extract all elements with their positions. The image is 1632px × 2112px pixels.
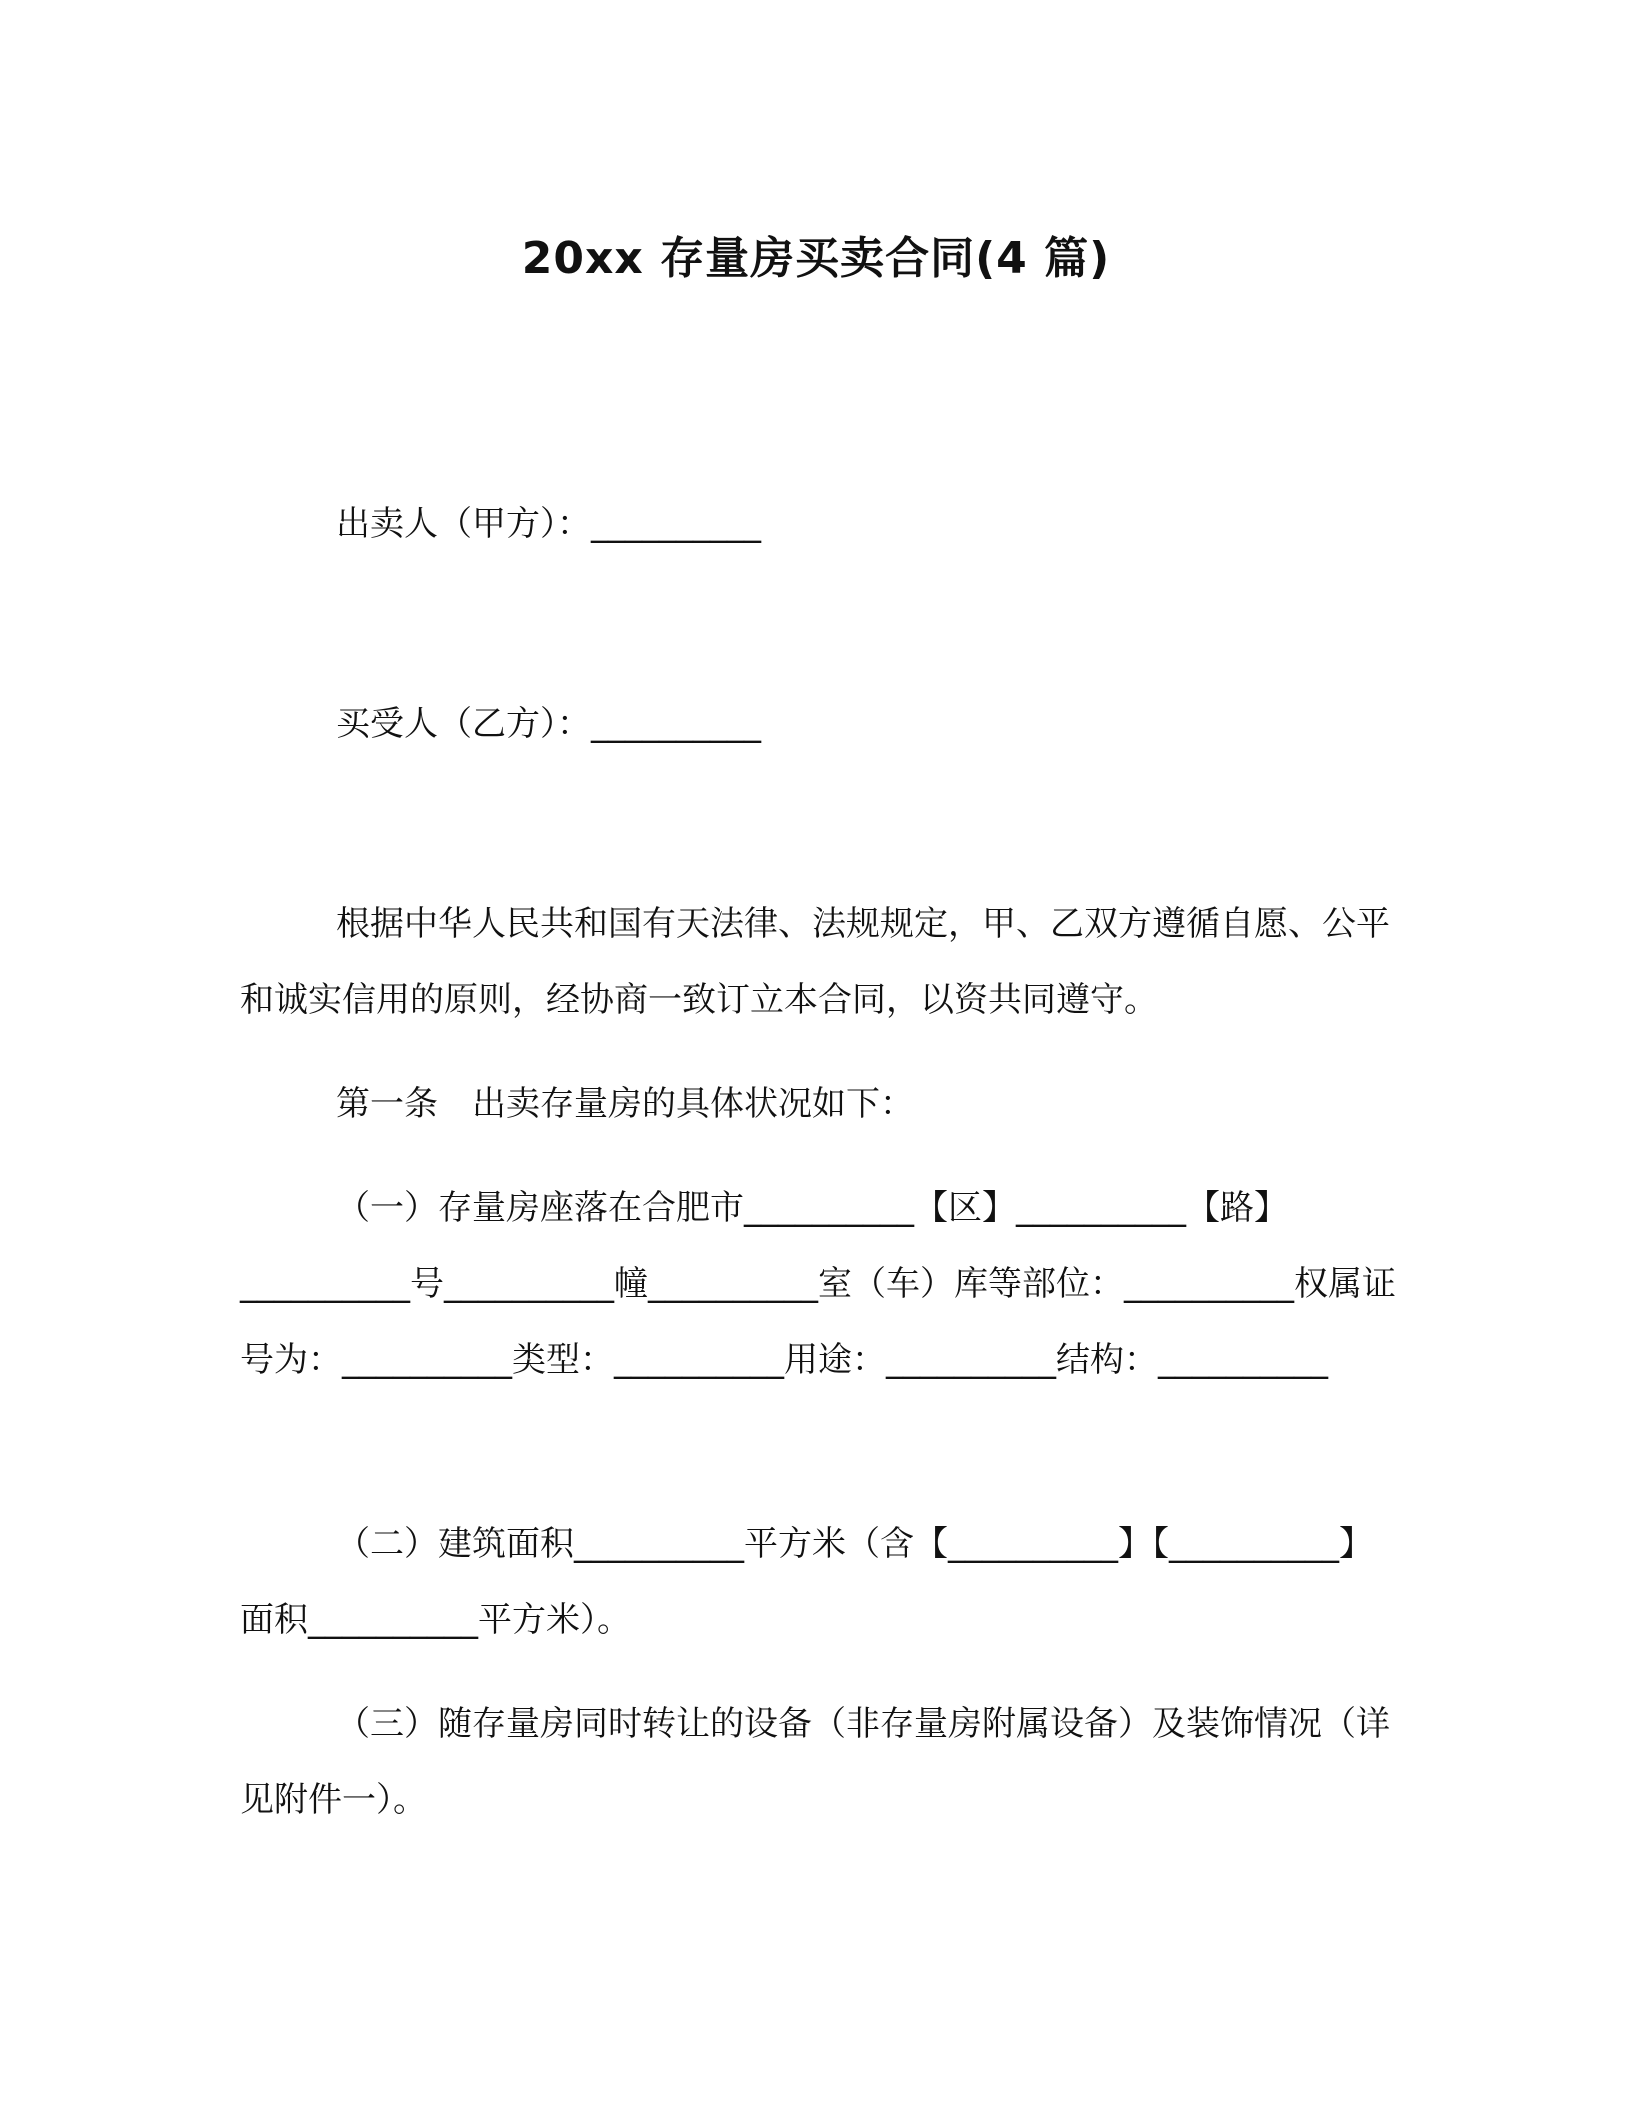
buyer-line: 买受人（乙方）：__________ bbox=[336, 704, 761, 744]
seller-line: 出卖人（甲方）：__________ bbox=[336, 504, 761, 544]
preamble-paragraph: 根据中华人民共和国有天法律、法规规定，甲、乙双方遵循自愿、公平和诚实信用的原则，经协商一致订立本合同，以资共同遵守。 bbox=[240, 904, 1390, 1020]
article-1-item-3: （三）随存量房同时转让的设备（非存量房附属设备）及装饰情况（详见附件一）。 bbox=[240, 1704, 1390, 1820]
article-1-heading: 第一条 出卖存量房的具体状况如下： bbox=[336, 1084, 914, 1124]
article-1-item-2: （二）建筑面积__________平方米（含【__________】【__________】面积__________平方米）。 bbox=[240, 1524, 1373, 1640]
document-title: 20xx 存量房买卖合同(4 篇) bbox=[521, 233, 1111, 284]
article-1-item-1: （一）存量房座落在合肥市__________【区】__________【路】__________号__________幢__________室（车）库等部位：__________权属证号为：__________类型：__________用途：__________结构：__________ bbox=[240, 1188, 1396, 1380]
